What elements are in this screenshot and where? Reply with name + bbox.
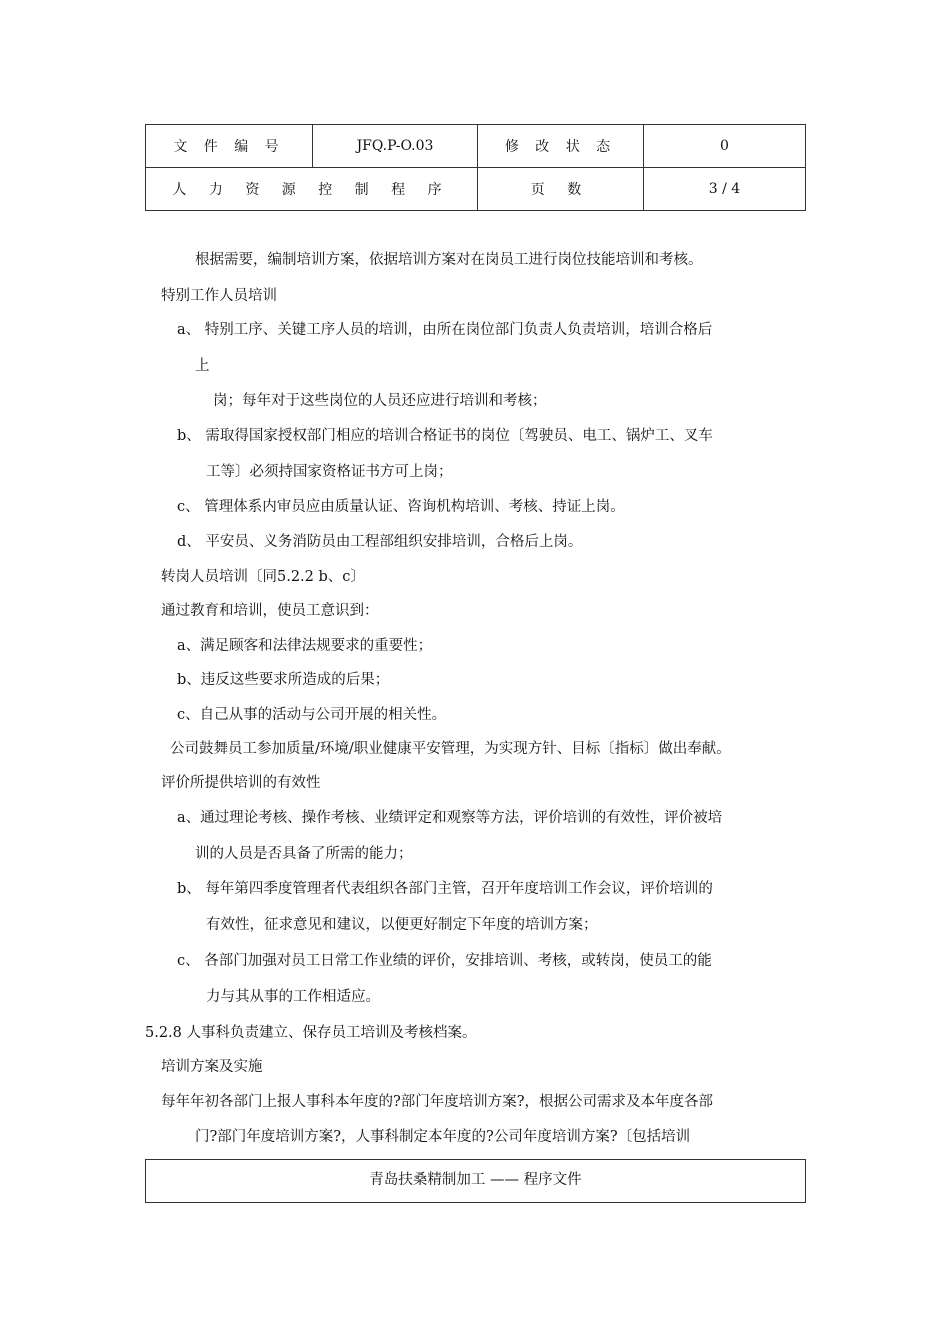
body-line: 门?部门年度培训方案?，人事科制定本年度的?公司年度培训方案?〔包括培训 — [195, 1129, 691, 1145]
list-item-continuation: 力与其从事的工作相适应。 — [206, 989, 380, 1005]
section-heading: 评价所提供培训的有效性 — [161, 775, 321, 791]
list-item: d、 平安员、义务消防员由工程部组织安排培训，合格后上岗。 — [177, 534, 583, 550]
list-item: b、 需取得国家授权部门相应的培训合格证书的岗位〔驾驶员、电工、锅炉工、叉车 — [177, 428, 713, 444]
procedure-title: 人 力 资 源 控 制 程 序 — [146, 168, 478, 211]
revision-status-value: 0 — [644, 125, 806, 168]
numbered-clause: 5.2.8 人事科负责建立、保存员工培训及考核档案。 — [145, 1025, 477, 1041]
list-item: a、满足顾客和法律法规要求的重要性； — [177, 638, 433, 654]
doc-number-value: JFQ.P-O.03 — [313, 125, 478, 168]
list-item: a、 特别工序、关键工序人员的培训，由所在岗位部门负责人负责培训，培训合格后 — [177, 322, 713, 338]
body-line: 通过教育和培训，使员工意识到： — [161, 603, 379, 619]
list-item-continuation: 有效性，征求意见和建议，以便更好制定下年度的培训方案； — [206, 917, 598, 933]
revision-status-label: 修 改 状 态 — [478, 125, 644, 168]
list-item: c、 管理体系内审员应由质量认证、咨询机构培训、考核、持证上岗。 — [177, 499, 625, 515]
section-heading: 转岗人员培训〔同5.2.2 b、c〕 — [161, 569, 365, 585]
section-heading: 培训方案及实施 — [161, 1059, 263, 1075]
list-item-continuation: 训的人员是否具备了所需的能力； — [195, 846, 413, 862]
body-line: 每年年初各部门上报人事科本年度的?部门年度培训方案?，根据公司需求及本年度各部 — [161, 1094, 714, 1110]
document-header-table — [145, 124, 806, 211]
list-item-continuation: 上 — [195, 358, 210, 374]
list-item-continuation: 岗；每年对于这些岗位的人员还应进行培训和考核； — [213, 393, 547, 409]
body-line: 公司鼓舞员工参加质量/环境/职业健康平安管理，为实现方针、目标〔指标〕做出奉献。 — [170, 741, 731, 757]
doc-number-label: 文 件 编 号 — [146, 125, 313, 168]
list-item: b、违反这些要求所造成的后果； — [177, 672, 390, 688]
list-item: a、通过理论考核、操作考核、业绩评定和观察等方法，评价培训的有效性，评价被培 — [177, 810, 723, 826]
list-item-continuation: 工等〕必须持国家资格证书方可上岗； — [206, 464, 453, 480]
list-item: b、 每年第四季度管理者代表组织各部门主管，召开年度培训工作会议，评价培训的 — [177, 881, 713, 897]
list-item: c、 各部门加强对员工日常工作业绩的评价，安排培训、考核，或转岗，使员工的能 — [177, 953, 712, 969]
document-footer: 青岛扶桑精制加工 —— 程序文件 — [145, 1159, 806, 1203]
page-label: 页 数 — [478, 168, 644, 211]
body-line: 根据需要，编制培训方案，依据培训方案对在岗员工进行岗位技能培训和考核。 — [195, 252, 703, 268]
page-number: 3 / 4 — [644, 168, 806, 211]
list-item: c、自己从事的活动与公司开展的相关性。 — [177, 707, 447, 723]
section-heading: 特别工作人员培训 — [161, 288, 277, 304]
